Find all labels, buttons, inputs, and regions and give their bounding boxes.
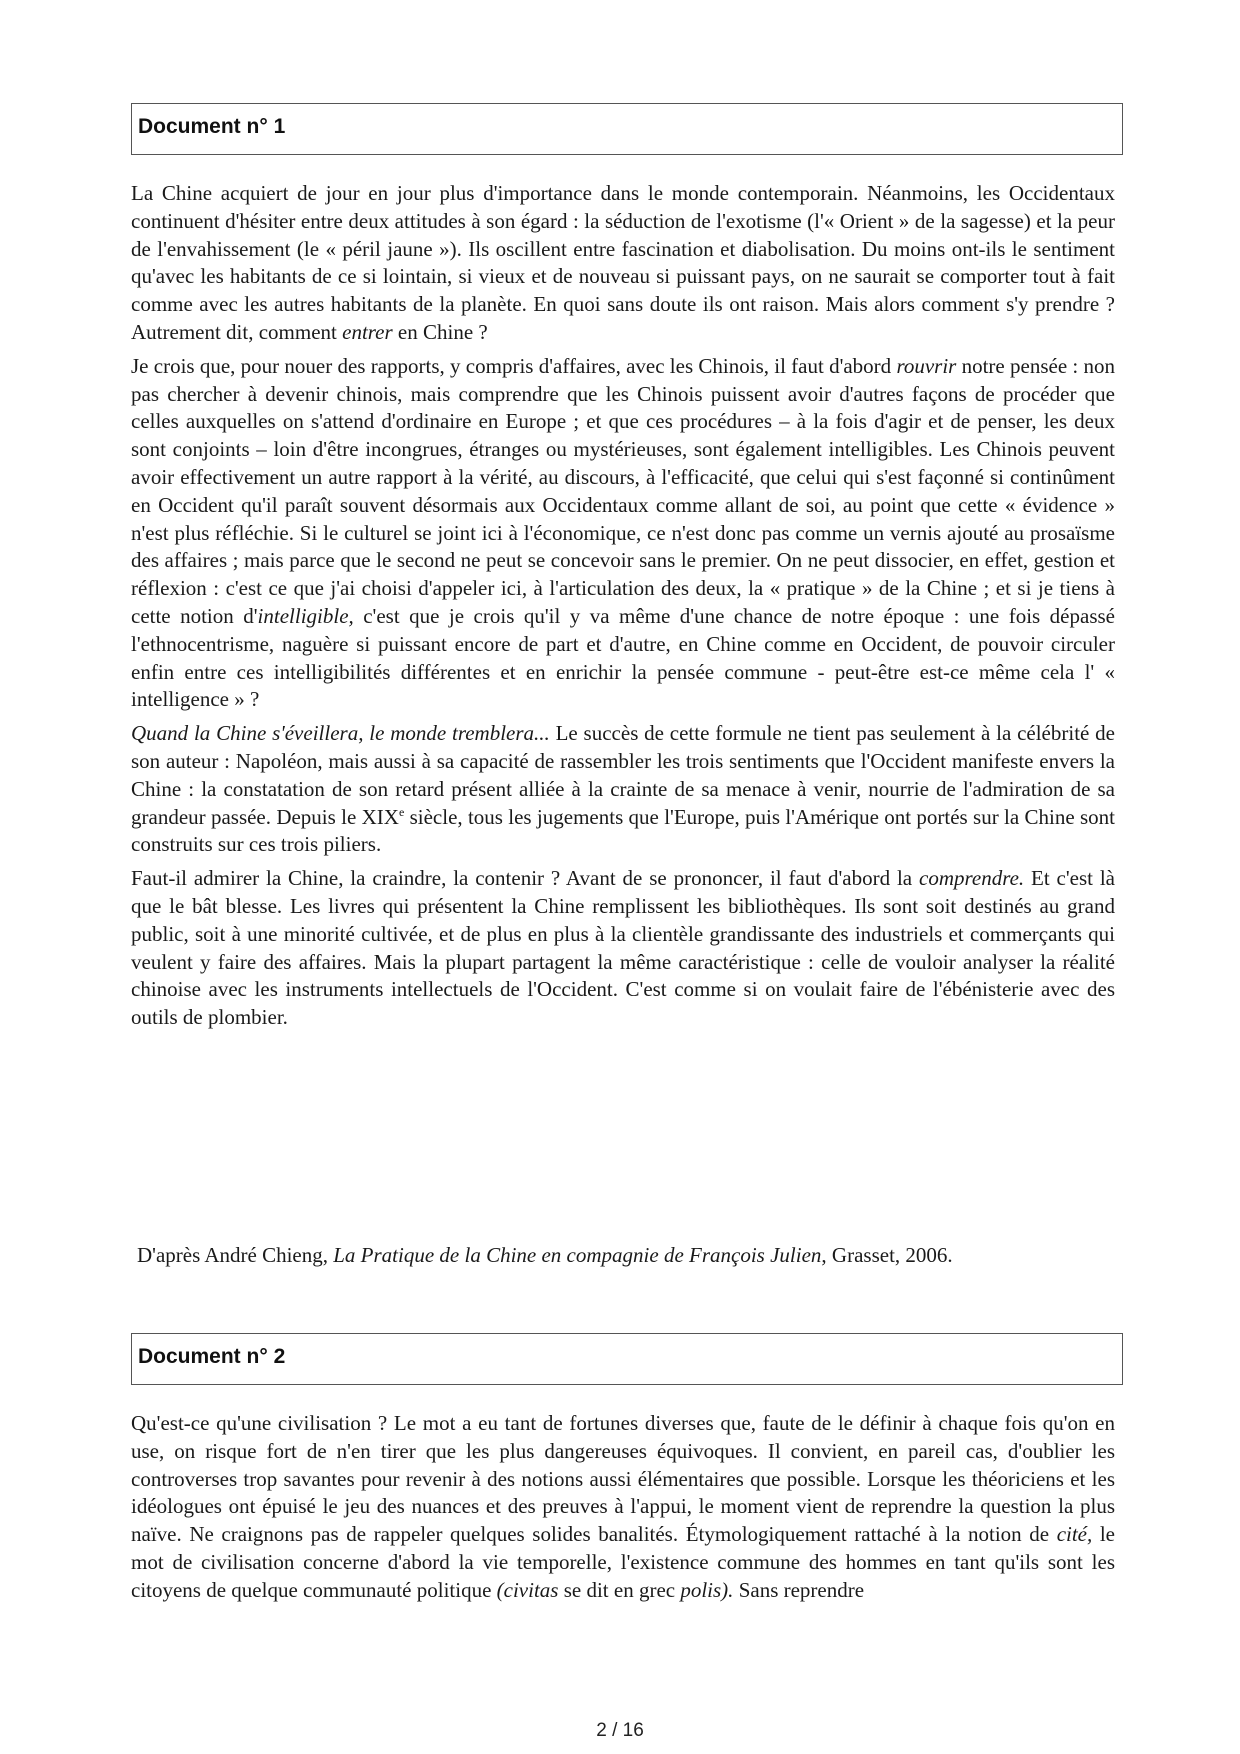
document-1-text (131, 180, 1115, 1038)
paragraph: La Chine acquiert de jour en jour plus d'importance dans le monde contemporain. Néanmoins, les Occidentaux continuent d'hésiter entre deux attitudes à son égard : la séduction de l'exotisme (l'« Orient » de la sagesse) et la peur de l'envahissement (le « péril jaune »). Ils oscillent entre fascination et diabolisation. Du moins ont-ils le sentiment qu'avec les habitants de ce si lointain, si vieux et de nouveau si puissant pays, on ne saurait se comporter tout à fait comme avec les autres habitants de la planète. En quoi sans doute ils ont raison. Mais alors comment s'y prendre ? Autrement dit, comment entrer en Chine ? (131, 181, 1115, 344)
paragraph: Qu'est-ce qu'une civilisation ? Le mot a eu tant de fortunes diverses que, faute de le définir à chaque fois qu'on en use, on risque fort de n'en tirer que les plus dangereuses équivoques. Il convient, en pareil cas, d'oublier les controverses trop savantes pour revenir à des notions aussi élémentaires que possible. Lorsque les théoriciens et les idéologues ont épuisé le jeu des nuances et des preuves à l'appui, le moment vient de reprendre la question la plus naïve. Ne craignons pas de rappeler quelques solides banalités. Étymologiquement rattaché à la notion de cité, le mot de civilisation concerne d'abord la vie temporelle, l'existence commune des hommes en tant qu'ils sont les citoyens de quelque communauté politique (civitas se dit en grec polis). Sans reprendre (131, 1411, 1116, 1602)
document-1-title: Document n° 1 (138, 115, 286, 138)
document-1-header (131, 103, 1123, 155)
paragraph: Quand la Chine s'éveillera, le monde tremblera... Le succès de cette formule ne tient pas seulement à la célébrité de son auteur : Napoléon, mais aussi à sa capacité de rassembler les trois sentiments que l'Occident manifeste envers la Chine : la constatation de son retard présent alliée à la crainte de sa menace à venir, nourrie de l'admiration de sa grandeur passée. Depuis le XIXe siècle, tous les jugements que l'Europe, puis l'Amérique ont portés sur la Chine sont construits sur ces trois piliers. (131, 721, 1115, 857)
document-1-source: D'après André Chieng, La Pratique de la Chine en compagnie de François Julien, Grasset, 2006. (137, 1243, 953, 1267)
document-2-title: Document n° 2 (138, 1345, 286, 1368)
paragraph: Je crois que, pour nouer des rapports, y compris d'affaires, avec les Chinois, il faut d'abord rouvrir notre pensée : non pas chercher à devenir chinois, mais comprendre que les Chinois puissent avoir d'autres façons de procéder que celles auxquelles on s'attend d'ordinaire en Europe ; et que ces procédures – à la fois d'agir et de penser, les deux sont conjoints – loin d'être incongrues, étranges ou mystérieuses, sont également intelligibles. Les Chinois peuvent avoir effectivement un autre rapport à la vérité, au discours, à l'efficacité, que celui qui s'est façonné si continûment en Occident qu'il paraît souvent désormais aux Occidentaux comme allant de soi, au point que cette « évidence » n'est plus réfléchie. Si le culturel se joint ici à l'économique, ce n'est donc pas comme un vernis ajouté au prosaïsme des affaires ; mais parce que le second ne peut se concevoir sans le premier. On ne peut dissocier, en effet, gestion et réflexion : c'est ce que j'ai choisi d'appeler ici, à l'articulation des deux, la « pratique » de la Chine ; et si je tiens à cette notion d'intelligible, c'est que je crois qu'il y va même d'une chance de notre époque : une fois dépassé l'ethnocentrisme, naguère si puissant encore de part et d'autre, en Chine comme en Occident, de pouvoir circuler enfin entre ces intelligibilités différentes et en enrichir la pensée commune - peut-être est-ce même cela l' « intelligence » ? (131, 353, 1115, 712)
page-number: 2 / 16 (596, 1720, 644, 1741)
document-2-header (131, 1333, 1123, 1385)
document-2-text (131, 1410, 1115, 1611)
paragraph: Faut-il admirer la Chine, la craindre, la contenir ? Avant de se prononcer, il faut d'abord la comprendre. Et c'est là que le bât blesse. Les livres qui présentent la Chine remplissent les bibliothèques. Ils sont soit destinés au grand public, soit à une minorité cultivée, et de plus en plus à la clientèle grandissante des industriels et commerçants qui veulent y faire des affaires. Mais la plupart partagent la même caractéristique : celle de vouloir analyser la réalité chinoise avec les instruments intellectuels de l'Occident. C'est comme si on voulait faire de l'ébénisterie avec des outils de plombier. (131, 866, 1116, 1030)
